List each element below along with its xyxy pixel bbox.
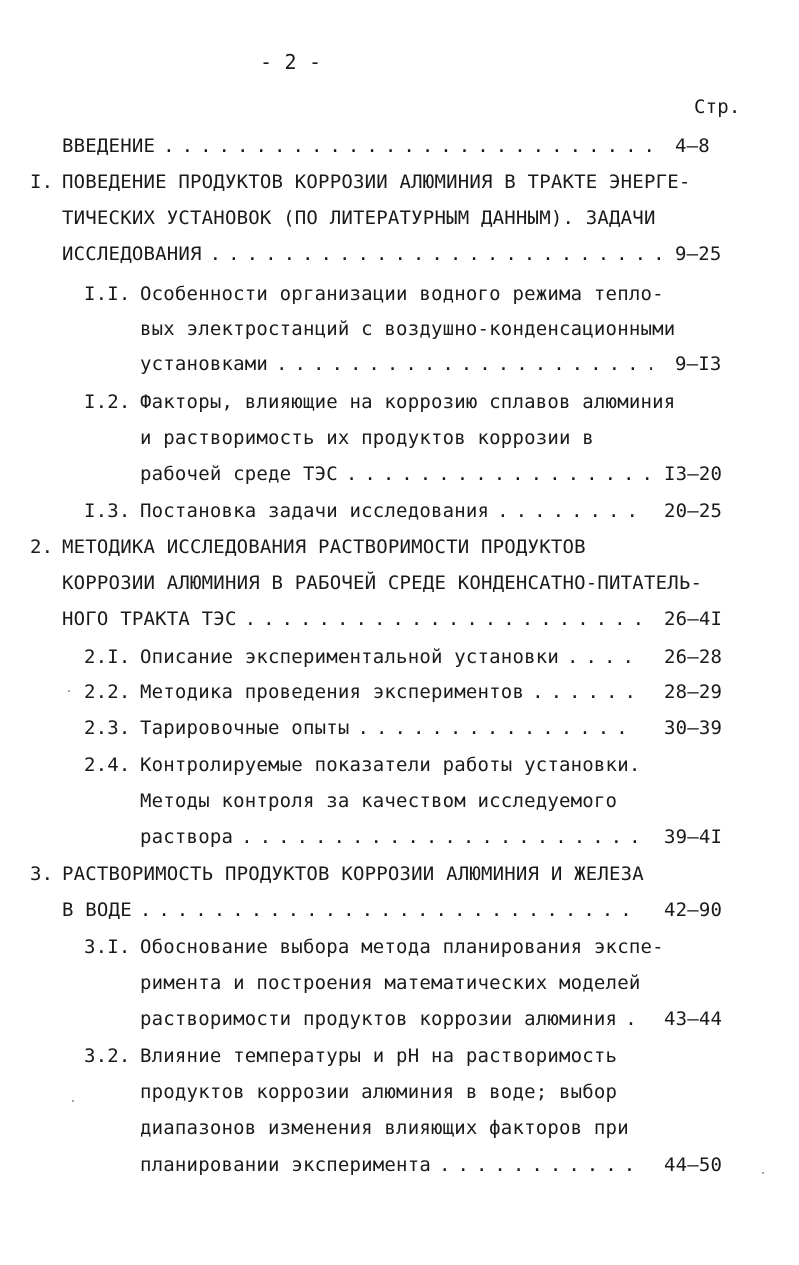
toc-entry-line: Методика проведения экспериментов	[140, 681, 525, 703]
toc-entry-line: НОГО ТРАКТА ТЭС	[62, 608, 237, 630]
toc-section-number: 2.	[30, 536, 54, 558]
toc-section-number: 3.	[30, 863, 54, 885]
toc-entry-line: ТИЧЕСКИХ УСТАНОВОК (ПО ЛИТЕРАТУРНЫМ ДАННЫМ). ЗАДАЧИ	[62, 207, 656, 229]
toc-entry-line: вых электростанций с воздушно-конденсационными	[140, 318, 676, 340]
toc-entry-s2-4-last	[140, 823, 645, 851]
dot-leader	[245, 605, 640, 633]
toc-entry-intro	[62, 132, 666, 160]
toc-entry-pages: 42–90	[664, 899, 723, 921]
toc-entry-line: и растворимость их продуктов коррозии в	[140, 427, 594, 449]
scan-speck	[68, 690, 70, 692]
toc-entry-s2-last	[62, 605, 646, 633]
toc-entry-s2-1	[140, 643, 645, 671]
dot-leader	[497, 497, 649, 525]
page-number: - 2 -	[260, 50, 322, 74]
toc-entry-pages: 44–50	[664, 1154, 723, 1176]
toc-entry-pages: 9–25	[675, 243, 722, 265]
toc-entry-line: Влияние температуры и pH на растворимость	[140, 1045, 618, 1067]
dot-leader	[210, 240, 660, 268]
toc-entry-title: ВВЕДЕНИЕ	[62, 135, 156, 157]
toc-entry-pages: 43–44	[664, 1008, 723, 1030]
dot-leader	[163, 132, 660, 160]
toc-entry-line: КОРРОЗИИ АЛЮМИНИЯ В РАБОЧЕЙ СРЕДЕ КОНДЕНСАТНО-ПИТАТЕЛЬ-	[62, 572, 703, 594]
toc-entry-line: Описание экспериментальной установки	[140, 646, 560, 668]
dot-leader	[140, 896, 639, 924]
toc-subsection-number: 2.I.	[84, 646, 131, 668]
toc-subsection-number: I.3.	[84, 500, 131, 522]
toc-entry-pages: 9–I3	[675, 353, 722, 375]
toc-entry-line: Постановка задачи исследования	[140, 500, 490, 522]
toc-subsection-number: 2.4.	[84, 754, 131, 776]
toc-entry-s2-3	[140, 714, 645, 742]
scan-speck	[762, 1172, 764, 1174]
scan-speck	[72, 1100, 74, 1102]
toc-entry-line: планировании эксперимента	[140, 1154, 431, 1176]
toc-subsection-number: 2.2.	[84, 681, 131, 703]
toc-entry-s3-last	[62, 896, 645, 924]
toc-subsection-number: I.I.	[84, 283, 131, 305]
toc-entry-line: Контролируемые показатели работы установки.	[140, 754, 641, 776]
page-column-header: Стр.	[694, 96, 741, 118]
toc-entry-pages: 20–25	[664, 500, 723, 522]
toc-entry-line: ИССЛЕДОВАНИЯ	[62, 243, 202, 265]
toc-entry-line: римента и построения математических моделей	[140, 972, 641, 994]
toc-entry-pages: 39–4I	[664, 826, 723, 848]
toc-entry-line: рабочей среде ТЭС	[140, 463, 338, 485]
toc-entry-line: Факторы, влияющие на коррозию сплавов алюминия	[140, 391, 676, 413]
toc-subsection-number: 3.2.	[84, 1045, 131, 1067]
toc-entry-line: ПОВЕДЕНИЕ ПРОДУКТОВ КОРРОЗИИ АЛЮМИНИЯ В ТРАКТЕ ЭНЕРГЕ-	[62, 171, 691, 193]
dot-leader	[532, 678, 639, 706]
dot-leader	[276, 350, 652, 378]
toc-entry-pages: 30–39	[664, 717, 723, 739]
toc-entry-line: раствора	[140, 826, 234, 848]
toc-section-number: I.	[30, 171, 54, 193]
toc-entry-s1-3	[140, 497, 655, 525]
dot-leader	[625, 1005, 639, 1033]
dot-leader	[439, 1151, 639, 1179]
toc-entry-pages: 28–29	[664, 681, 723, 703]
toc-subsection-number: 3.I.	[84, 936, 131, 958]
toc-entry-line: Тарировочные опыты	[140, 717, 350, 739]
toc-entry-s2-2	[140, 678, 645, 706]
toc-entry-line: РАСТВОРИМОСТЬ ПРОДУКТОВ КОРРОЗИИ АЛЮМИНИЯ И ЖЕЛЕЗА	[62, 863, 644, 885]
toc-entry-pages: I3–20	[664, 463, 723, 485]
dot-leader	[567, 643, 639, 671]
toc-entry-line: Особенности организации водного режима тепло-	[140, 283, 664, 305]
toc-entry-line: Обоснование выбора метода планирования экспе-	[140, 936, 664, 958]
dot-leader	[358, 714, 639, 742]
toc-entry-pages: 4–8	[675, 135, 710, 157]
toc-entry-s3-1-last	[140, 1005, 645, 1033]
toc-entry-line: МЕТОДИКА ИССЛЕДОВАНИЯ РАСТВОРИМОСТИ ПРОДУКТОВ	[62, 536, 586, 558]
dot-leader	[346, 460, 649, 488]
toc-subsection-number: I.2.	[84, 391, 131, 413]
toc-entry-s1-last	[62, 240, 666, 268]
toc-entry-pages: 26–4I	[664, 608, 723, 630]
dot-leader	[241, 823, 639, 851]
toc-entry-line: В ВОДЕ	[62, 899, 132, 921]
toc-subsection-number: 2.3.	[84, 717, 131, 739]
toc-entry-s1-1-last	[140, 350, 658, 378]
toc-entry-line: растворимости продуктов коррозии алюминия	[140, 1008, 618, 1030]
toc-entry-line: Методы контроля за качеством исследуемого	[140, 790, 618, 812]
toc-entry-s1-2-last	[140, 460, 655, 488]
toc-entry-s3-2-last	[140, 1151, 645, 1179]
toc-entry-line: установками	[140, 353, 269, 375]
toc-entry-line: диапазонов изменения влияющих факторов при	[140, 1117, 629, 1139]
toc-entry-line: продуктов коррозии алюминия в воде; выбор	[140, 1081, 618, 1103]
toc-entry-pages: 26–28	[664, 646, 723, 668]
